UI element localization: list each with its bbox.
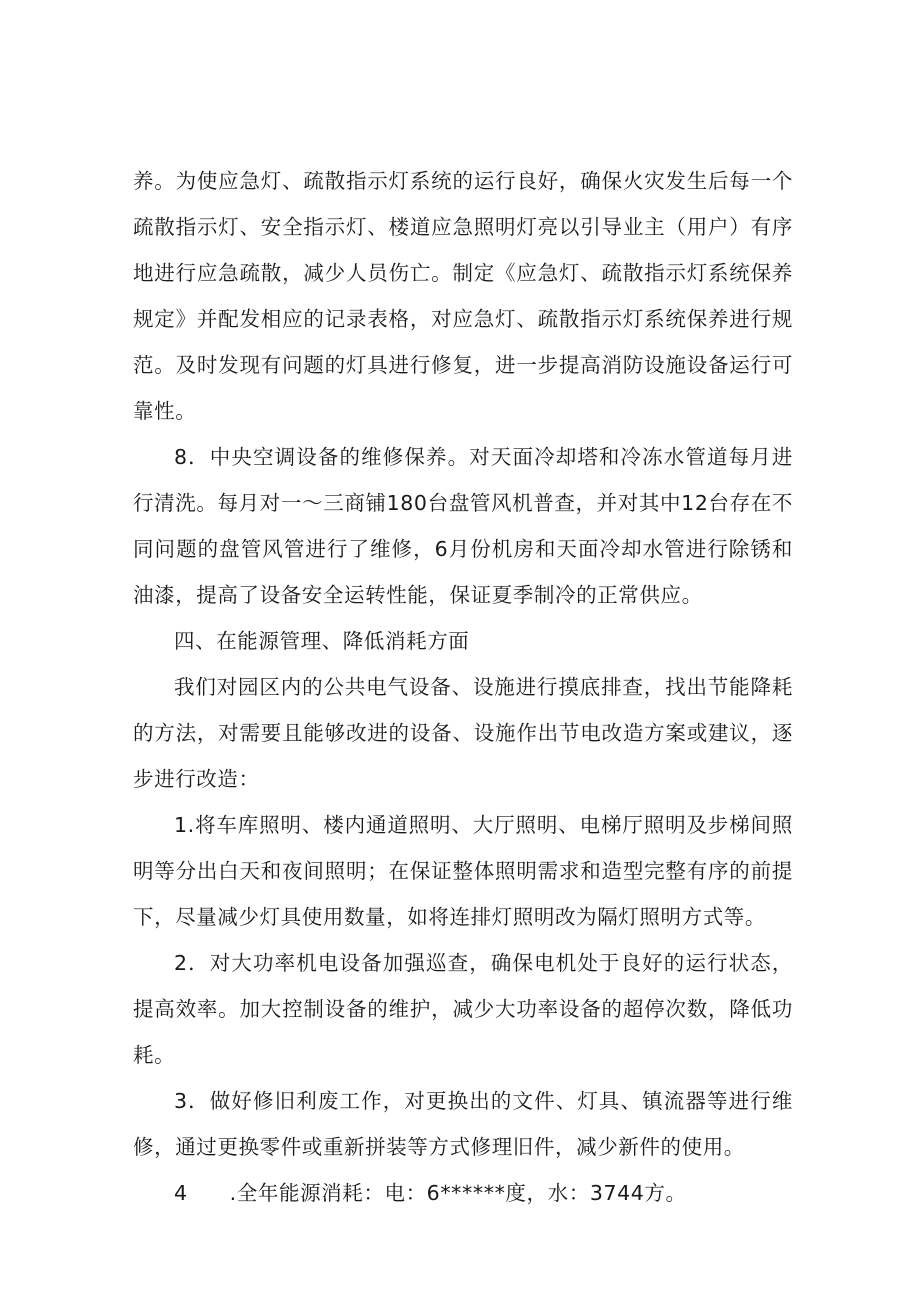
item-4-number: 4 (174, 1181, 188, 1205)
paragraph-item-3-recycling: 3．做好修旧利废工作，对更换出的文件、灯具、镇流器等进行维修，通过更换零件或重新拼装等方式修理旧件，减少新件的使用。 (133, 1089, 793, 1159)
item-4-text: .全年能源消耗：电：6******度，水：3744方。 (229, 1181, 687, 1205)
paragraph-item-2-equipment: 2．对大功率机电设备加强巡查，确保电机处于良好的运行状态，提高效率。加大控制设备的维护，减少大功率设备的超停次数，降低功耗。 (133, 951, 793, 1067)
section-heading-energy: 四、在能源管理、降低消耗方面 (174, 629, 470, 653)
paragraph-item-8-hvac: 8．中央空调设备的维修保养。对天面冷却塔和冷冻水管道每月进行清洗。每月对一～三商铺180台盘管风机普查，并对其中12台存在不同问题的盘管风管进行了维修，6月份机房和天面冷却水管进行除锈和油漆，提高了设备安全运转性能，保证夏季制冷的正常供应。 (133, 445, 793, 607)
paragraph-item-1-lighting: 1.将车库照明、楼内通道照明、大厅照明、电梯厅照明及步梯间照明等分出白天和夜间照明；在保证整体照明需求和造型完整有序的前提下，尽量减少灯具使用数量，如将连排灯照明改为隔灯照明方式等。 (133, 813, 793, 929)
paragraph-energy-intro: 我们对园区内的公共电气设备、设施进行摸底排查，找出节能降耗的方法，对需要且能够改进的设备、设施作出节电改造方案或建议，逐步进行改造： (133, 675, 793, 791)
document-body (133, 158, 793, 1216)
paragraph-item-4-consumption (133, 1170, 793, 1216)
paragraph-emergency-light: 养。为使应急灯、疏散指示灯系统的运行良好，确保火灾发生后每一个疏散指示灯、安全指示灯、楼道应急照明灯亮以引导业主（用户）有序地进行应急疏散，减少人员伤亡。制定《应急灯、疏散指示灯系统保养规定》并配发相应的记录表格，对应急灯、疏散指示灯系统保养进行规范。及时发现有问题的灯具进行修复，进一步提高消防设施设备运行可靠性。 (133, 169, 793, 423)
